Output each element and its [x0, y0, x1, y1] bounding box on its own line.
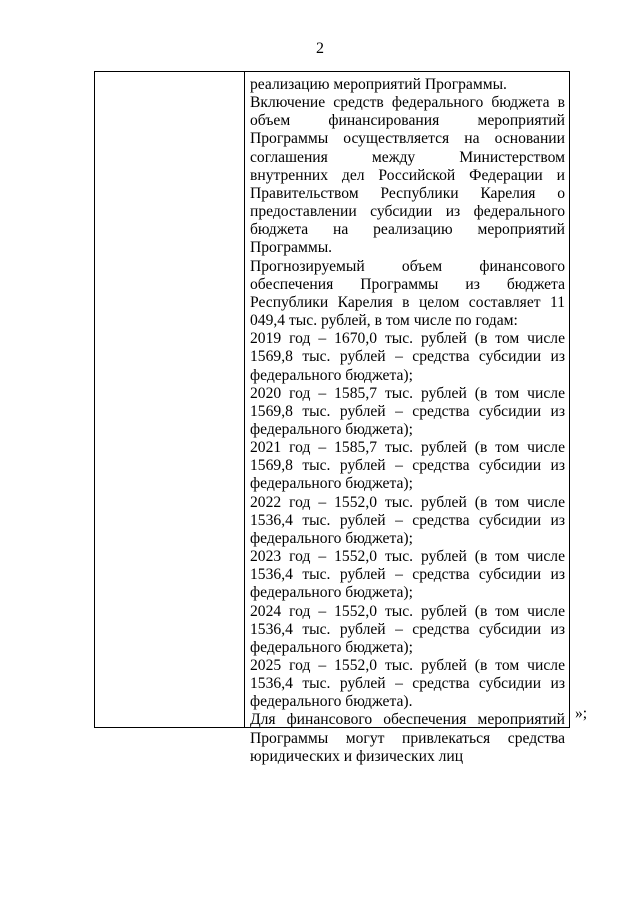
paragraph-year-2025: 2025 год – 1552,0 тыс. рублей (в том числе 1536,4 тыс. рублей – средства субсидии из федерального бюджета). [250, 657, 565, 711]
paragraph-year-2021: 2021 год – 1585,7 тыс. рублей (в том числе 1569,8 тыс. рублей – средства субсидии из федерального бюджета); [250, 439, 565, 493]
paragraph-forecast-total: Прогнозируемый объем финансового обеспечения Программы из бюджета Республики Карелия в целом составляет 11 049,4 тыс. рублей, в том числе по годам: [250, 257, 565, 330]
table-right-cell [250, 76, 565, 766]
page-number: 2 [316, 40, 324, 57]
paragraph-year-2023: 2023 год – 1552,0 тыс. рублей (в том числе 1536,4 тыс. рублей – средства субсидии из федерального бюджета); [250, 548, 565, 602]
closing-quote-mark: »; [575, 705, 588, 722]
paragraph-year-2020: 2020 год – 1585,7 тыс. рублей (в том числе 1569,8 тыс. рублей – средства субсидии из федерального бюджета); [250, 384, 565, 438]
paragraph-year-2022: 2022 год – 1552,0 тыс. рублей (в том числе 1536,4 тыс. рублей – средства субсидии из федерального бюджета); [250, 493, 565, 547]
table-left-cell [95, 72, 245, 727]
paragraph-funding-intro: реализацию мероприятий Программы. Включение средств федерального бюджета в объем финансирования мероприятий Программы осуществляется на основании соглашения между Министерством внутренних дел Российской Федерации и Правительством Республики Карелия о предоставлении субсидии из федерального бюджета на реализацию мероприятий Программы. [250, 76, 565, 257]
program-funding-table [94, 71, 570, 765]
paragraph-year-2024: 2024 год – 1552,0 тыс. рублей (в том числе 1536,4 тыс. рублей – средства субсидии из федерального бюджета); [250, 602, 565, 656]
paragraph-additional-sources: Для финансового обеспечения мероприятий Программы могут привлекаться средства юридических и физических лиц [250, 711, 565, 765]
paragraph-year-2019: 2019 год – 1670,0 тыс. рублей (в том числе 1569,8 тыс. рублей – средства субсидии из федерального бюджета); [250, 330, 565, 384]
